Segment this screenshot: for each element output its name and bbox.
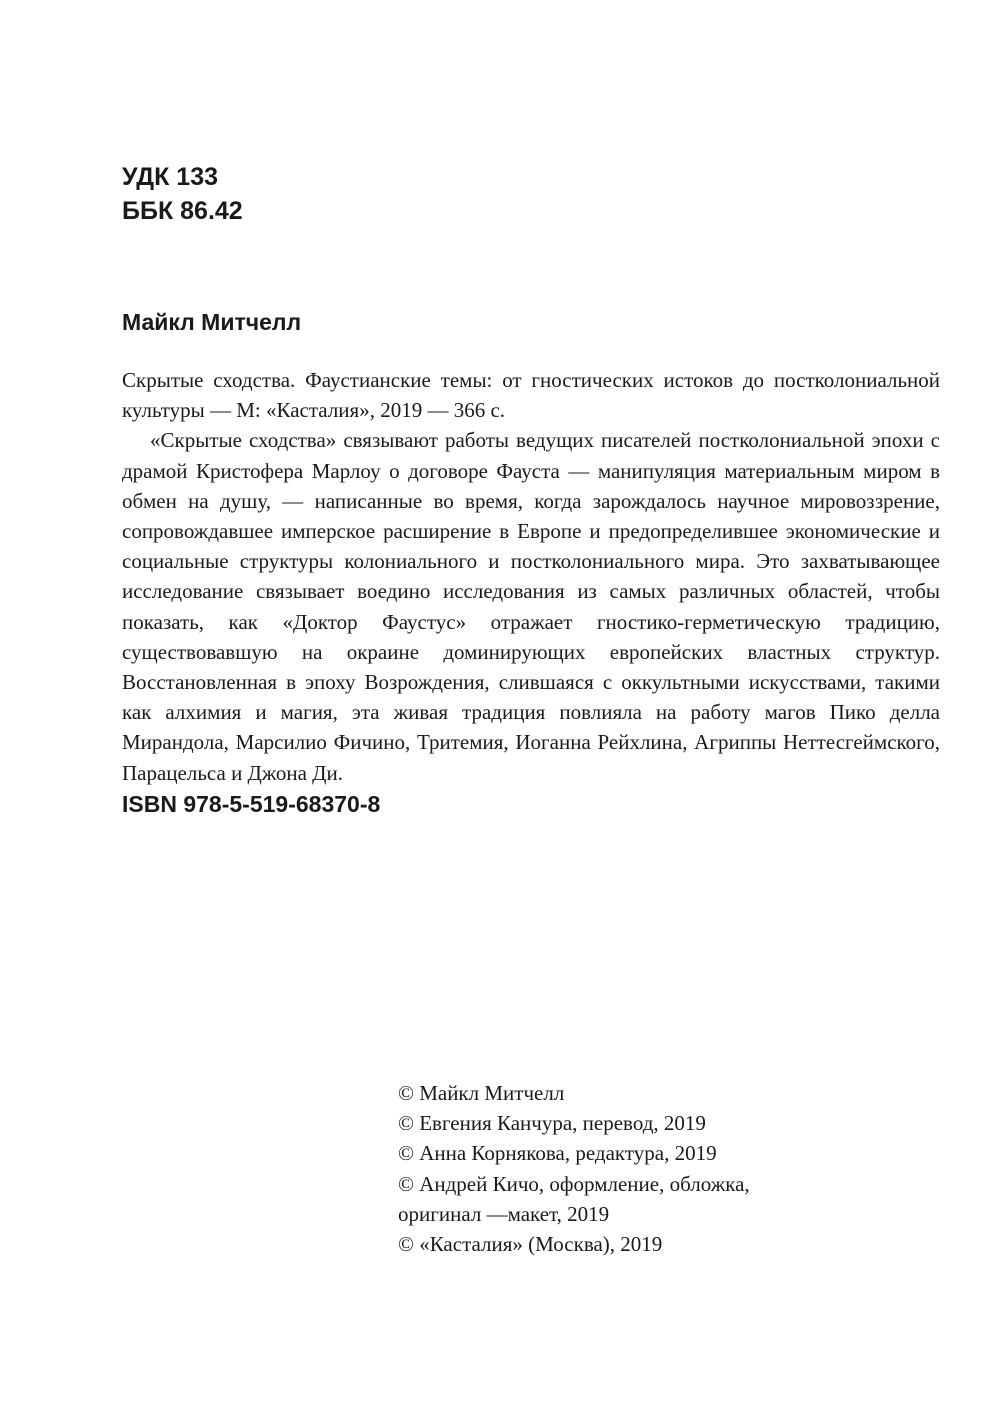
copyright-line: оригинал —макет, 2019 — [398, 1201, 610, 1226]
isbn: ISBN 978-5-519-68370-8 — [122, 790, 381, 817]
copyright-line: © Анна Корнякова, редактура, 2019 — [398, 1141, 717, 1166]
classification-codes — [122, 160, 243, 228]
copyright-line: © «Касталия» (Москва), 2019 — [398, 1232, 663, 1257]
copyright-line: © Майкл Митчелл — [398, 1081, 565, 1105]
copyright-line: © Андрей Кичо, оформление, обложка, — [398, 1171, 750, 1196]
udk-code: УДК 133 — [122, 163, 219, 191]
author-name: Майкл Митчелл — [122, 309, 302, 335]
book-description — [122, 365, 940, 820]
annotation: «Скрытые сходства» связывают работы ведущих писателей постколониальной эпохи с драмой Кристофера Марлоу о договоре Фауста — манипуляция материальным миром в обмен на душу, — написанные во время, когда зарождалось научное мировоззрение, сопровождавшее имперское расширение в Европе и предопределившее экономические и социальные структуры колониального и постколониального мира. Это захватывающее исследование связывает воедино исследования из самых различных областей, чтобы показать, как «Доктор Фаустус» отражает гностико-герметическую традицию, существовавшую на окраине доминирующих европейских властных структур. Восстановленная в эпоху Возрождения, слившаяся с оккультными искусствами, такими как алхимия и магия, эта живая традиция повлияла на работу магов Пико делла Мирандола, Марсилио Фичино, Тритемия, Иоганна Рейхлина, Агриппы Неттесгеймского, Парацельса и Джона Ди. — [122, 428, 940, 785]
bbk-code: ББК 86.42 — [122, 197, 243, 225]
copyright-line: © Евгения Канчура, перевод, 2019 — [398, 1111, 706, 1136]
bibliographic-entry: Скрытые сходства. Фаустианские темы: от гностических истоков до постколониальной культуры — М: «Касталия», 2019 — 366 с. — [122, 368, 940, 423]
copyright-block — [398, 1078, 868, 1259]
